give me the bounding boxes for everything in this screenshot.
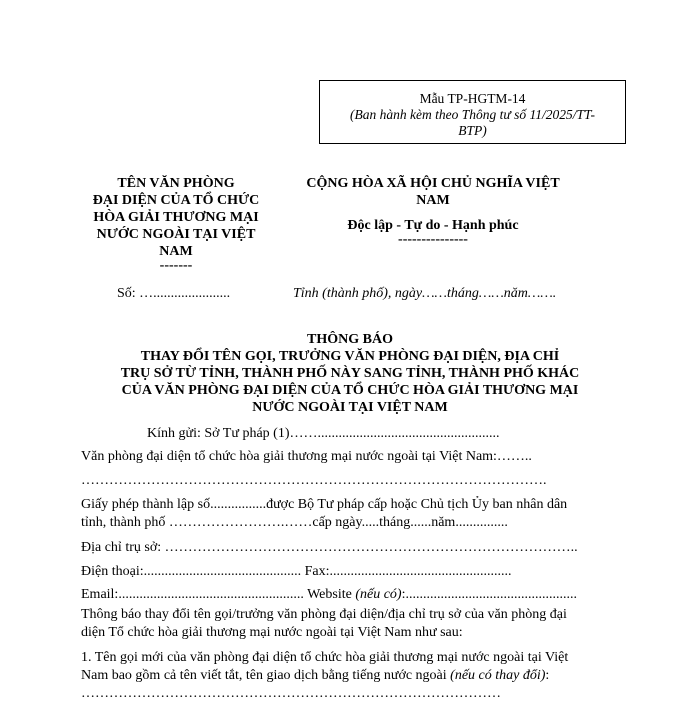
phone-fax-line: Điện thoại:............................................. Fax:....................................................	[81, 564, 512, 579]
email-website-line: Email:..................................................... Website (nếu có):.................................................	[81, 587, 577, 602]
document-date: Tỉnh (thành phố), ngày……tháng……năm…….	[293, 286, 557, 301]
item-1-line-2: Nam bao gồm cả tên viết tắt, tên giao dịch bằng tiếng nước ngoài (nếu có thay đổi):	[81, 668, 550, 683]
national-header: CỘNG HÒA XÃ HỘI CHỦ NGHĨA VIỆT NAM Độc lập - Tự do - Hạnh phúc ---------------	[283, 175, 583, 246]
notice-line-2: diện Tổ chức hòa giải thương mại nước ngoài tại Việt Nam như sau:	[81, 625, 463, 640]
form-code-box	[319, 80, 626, 144]
item-1-line-1: 1. Tên gọi mới của văn phòng đại diện tổ chức hòa giải thương mại nước ngoài tại Việt	[81, 650, 569, 665]
address-line: Địa chỉ trụ sở: ……………………………………………………………………………..	[81, 540, 578, 555]
left-header-rule: -------	[159, 258, 193, 273]
right-header-rule: ---------------	[398, 232, 468, 247]
recipient-line: Kính gửi: Sở Tư pháp (1)……....................................................	[147, 426, 500, 441]
office-dots-line: ……………………………………………………………………………………….	[81, 473, 547, 488]
national-motto: Độc lập - Tự do - Hạnh phúc	[347, 218, 519, 233]
form-code: Mẫu TP-HGTM-14	[419, 91, 526, 106]
form-issuance-note: (Ban hành kèm theo Thông tư số 11/2025/TT- BTP)	[350, 107, 595, 138]
office-name-header: TÊN VĂN PHÒNG ĐẠI DIỆN CỦA TỔ CHỨC HÒA GIẢI THƯƠNG MẠI NƯỚC NGOÀI TẠI VIỆT NAM -------	[78, 175, 274, 272]
notice-line-1: Thông báo thay đổi tên gọi/trưởng văn phòng đại diện/địa chỉ trụ sở của văn phòng đại	[81, 607, 567, 622]
license-line-1: Giấy phép thành lập số................được Bộ Tư pháp cấp hoặc Chủ tịch Ủy ban nhân dân	[81, 497, 568, 512]
document-title: THÔNG BÁO THAY ĐỔI TÊN GỌI, TRƯỞNG VĂN PHÒNG ĐẠI DIỆN, ĐỊA CHỈ TRỤ SỞ TỪ TỈNH, THÀNH PHỐ NÀY SANG TỈNH, THÀNH PHỐ KHÁC CỦA VĂN PHÒNG ĐẠI DIỆN CỦA TỔ CHỨC HÒA GIẢI THƯƠNG MẠI NƯỚC NGOÀI TẠI VIỆT NAM	[120, 332, 580, 415]
document-number: Số: …......................	[117, 286, 231, 301]
item-1-dots-line: ………………………………………………………………………………	[81, 686, 501, 701]
license-line-2: tỉnh, thành phố …………………….……cấp ngày.....tháng......năm...............	[81, 515, 508, 530]
office-line: Văn phòng đại diện tổ chức hòa giải thương mại nước ngoài tại Việt Nam:……..	[81, 449, 532, 464]
